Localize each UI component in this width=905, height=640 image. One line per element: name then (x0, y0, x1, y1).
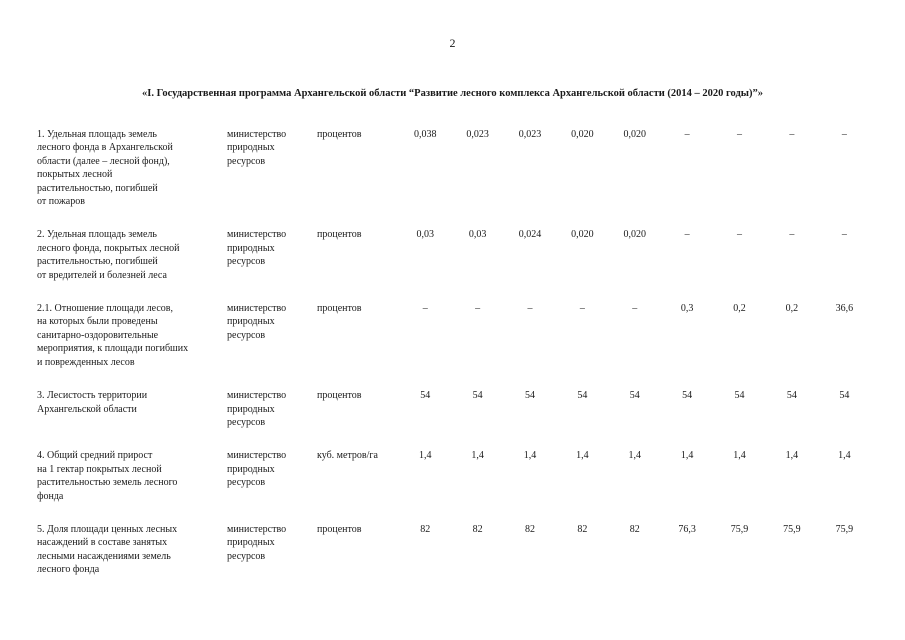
indicator-name-line: лесными насаждениями земель (37, 550, 171, 562)
responsible-body-line: природных (227, 403, 275, 415)
section-heading: «I. Государственная программа Архангельской области “Развитие лесного комплекса Архангельской области (2014 – 2020 годы)”» (141, 88, 763, 99)
indicator-value: – (579, 303, 585, 315)
unit-of-measure: процентов (317, 129, 362, 140)
indicator-name-line: 3. Лесистость территории (37, 390, 148, 402)
indicator-name-line: от пожаров (37, 196, 85, 208)
indicator-value: 54 (472, 390, 483, 402)
indicator-value: 0,020 (571, 129, 594, 140)
indicator-name-line: на 1 гектар покрытых лесной (37, 463, 162, 475)
unit-of-measure: процентов (317, 390, 362, 402)
indicator-value: 75,9 (835, 523, 854, 535)
responsible-body-line: ресурсов (227, 550, 266, 562)
table-row (37, 228, 871, 282)
indicator-value: 54 (682, 390, 693, 402)
row-spacer-cell (37, 429, 871, 449)
indicator-value: 0,2 (733, 303, 746, 315)
indicator-name-line: 5. Доля площади ценных лесных (37, 523, 178, 535)
row-spacer (37, 369, 871, 389)
responsible-body-line: ресурсов (227, 416, 266, 428)
responsible-body-line: министерство (227, 450, 287, 462)
indicator-value: 1,4 (471, 450, 484, 462)
indicator-name-line: 4. Общий средний прирост (37, 450, 153, 462)
row-spacer-cell (37, 503, 871, 523)
responsible-body-line: природных (227, 316, 275, 328)
indicator-name-line: растительностью земель лесного (37, 477, 178, 489)
indicator-name-line: Архангельской области (37, 403, 137, 415)
indicator-value: 75,9 (783, 523, 801, 535)
indicator-value: 82 (420, 523, 431, 535)
indicator-value: 82 (577, 523, 588, 535)
indicator-value: – (789, 129, 795, 140)
indicator-value: 82 (524, 523, 535, 535)
responsible-body (227, 523, 317, 577)
indicator-name (37, 389, 227, 429)
indicator-name-line: фонда (37, 490, 64, 502)
indicator-value: – (422, 303, 428, 315)
page-number: 2 (449, 36, 456, 50)
indicator-value: – (841, 229, 847, 241)
table-row (37, 302, 871, 369)
indicator-value: 1,4 (628, 450, 641, 462)
responsible-body-line: министерство (227, 390, 287, 402)
row-spacer-cell (37, 369, 871, 389)
unit-of-measure: процентов (317, 523, 362, 535)
indicator-value: 54 (839, 390, 850, 402)
responsible-body-line: министерство (227, 229, 287, 241)
indicator-value: – (684, 129, 690, 140)
indicator-name-line: 1. Удельная площадь земель (37, 129, 157, 140)
indicator-name-line: покрытых лесной (37, 169, 113, 181)
indicator-name-line: на которых были проведены (37, 316, 158, 328)
indicator-name-line: насаждений в составе занятых (37, 537, 168, 549)
indicator-value: 0,038 (413, 129, 437, 140)
indicator-value: – (737, 129, 743, 140)
indicator-value: 1,4 (838, 450, 851, 462)
indicator-value: – (789, 229, 795, 241)
indicator-name-line: лесного фонда в Архангельской (37, 142, 173, 154)
responsible-body-line: министерство (227, 129, 287, 140)
indicator-value: 0,020 (571, 229, 594, 241)
indicator-value: 75,9 (730, 523, 749, 535)
indicator-value: – (684, 229, 690, 241)
indicator-value: 54 (629, 390, 640, 402)
responsible-body-line: министерство (227, 303, 287, 315)
indicator-value: 1,4 (785, 450, 799, 462)
indicator-value: 1,4 (733, 450, 746, 462)
indicator-name-line: мероприятия, к площади погибших (37, 343, 189, 355)
indicators-table (37, 128, 871, 577)
indicator-name (37, 523, 227, 577)
indicator-value: 0,020 (623, 229, 646, 241)
indicator-value: 0,03 (416, 229, 434, 241)
indicator-name-line: от вредителей и болезней леса (37, 269, 167, 281)
indicator-value: 1,4 (576, 450, 589, 462)
responsible-body (227, 302, 317, 369)
indicator-name-line: лесного фонда, покрытых лесной (37, 242, 180, 254)
responsible-body (227, 449, 317, 503)
indicator-value: 1,4 (680, 450, 694, 462)
unit-of-measure: процентов (317, 229, 362, 241)
indicator-value: 0,2 (785, 303, 799, 315)
indicator-value: 54 (524, 390, 535, 402)
table-row (37, 389, 871, 429)
responsible-body-line: природных (227, 242, 275, 254)
indicator-name-line: 2.1. Отношение площади лесов, (37, 303, 173, 315)
indicator-value: – (632, 303, 638, 315)
indicator-name (37, 302, 227, 369)
indicator-value: – (475, 303, 481, 315)
indicator-name (37, 228, 227, 282)
responsible-body-line: природных (227, 463, 275, 475)
responsible-body (227, 228, 317, 282)
indicator-name-line: растительностью, погибшей (37, 256, 158, 268)
indicator-name-line: и поврежденных лесов (37, 356, 135, 368)
indicator-name (37, 449, 227, 503)
row-spacer-cell (37, 208, 871, 228)
indicator-value: 54 (786, 390, 797, 402)
unit-of-measure: куб. метров/га (317, 450, 378, 462)
responsible-body-line: природных (227, 142, 275, 154)
row-spacer (37, 208, 871, 228)
indicator-name (37, 128, 227, 208)
indicator-value: 0,3 (680, 303, 694, 315)
indicator-value: 54 (577, 390, 588, 402)
indicator-value: – (737, 229, 743, 241)
responsible-body-line: природных (227, 537, 275, 549)
indicator-value: 0,023 (466, 129, 489, 140)
table-row (37, 449, 871, 503)
indicator-value: 1,4 (418, 450, 432, 462)
responsible-body-line: ресурсов (227, 155, 266, 167)
responsible-body (227, 128, 317, 208)
responsible-body (227, 389, 317, 429)
indicator-value: 0,03 (468, 229, 487, 241)
indicator-value: 82 (629, 523, 640, 535)
indicator-value: 36,6 (835, 303, 854, 315)
indicator-value: 54 (420, 390, 431, 402)
row-spacer (37, 282, 871, 302)
row-spacer (37, 503, 871, 523)
indicator-name-line: 2. Удельная площадь земель (37, 229, 157, 241)
table-row (37, 128, 871, 208)
indicator-value: 54 (734, 390, 745, 402)
indicator-name-line: санитарно-оздоровительные (37, 329, 159, 341)
indicator-value: 0,024 (518, 229, 542, 241)
indicator-value: – (527, 303, 533, 315)
responsible-body-line: ресурсов (227, 477, 266, 489)
indicator-name-line: лесного фонда (37, 564, 100, 576)
indicator-value: 76,3 (678, 523, 696, 535)
responsible-body-line: ресурсов (227, 256, 266, 268)
responsible-body-line: министерство (227, 523, 287, 535)
indicator-value: 0,023 (518, 129, 542, 140)
responsible-body-line: ресурсов (227, 329, 266, 341)
indicator-value: 82 (472, 523, 483, 535)
table-row (37, 523, 871, 577)
indicator-value: 1,4 (523, 450, 537, 462)
indicator-value: – (841, 129, 847, 140)
row-spacer (37, 429, 871, 449)
indicator-name-line: растительностью, погибшей (37, 182, 158, 194)
row-spacer-cell (37, 282, 871, 302)
unit-of-measure: процентов (317, 303, 362, 315)
indicator-value: 0,020 (623, 129, 646, 140)
indicator-name-line: области (далее – лесной фонд), (37, 155, 170, 167)
